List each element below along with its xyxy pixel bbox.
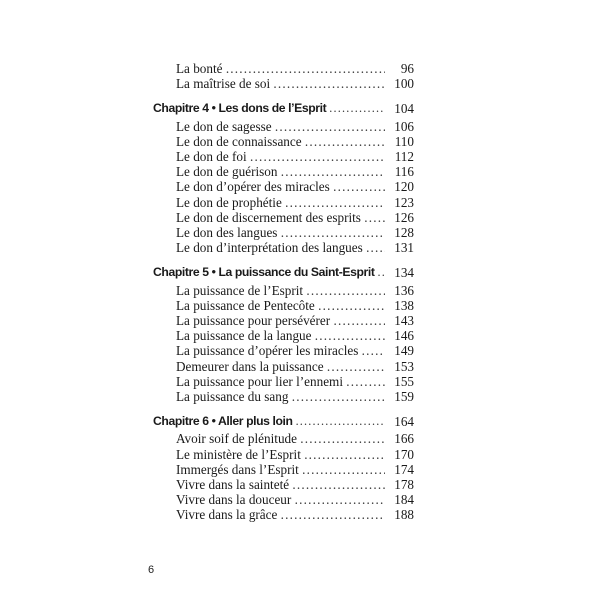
chapter-title: Chapitre 6 • Aller plus loin ..... — [153, 413, 385, 430]
toc-chapter-row — [0, 264, 600, 281]
toc-entry-row — [0, 506, 600, 523]
page-ref: 100 — [394, 76, 414, 92]
page-ref: 136 — [394, 282, 414, 298]
page-ref: 164 — [394, 414, 414, 430]
page-number: 6 — [148, 564, 155, 576]
page-ref: 123 — [394, 194, 414, 210]
entry-title: La puissance d’opérer les miracles ..... — [176, 342, 385, 359]
toc-entry-row — [0, 239, 600, 256]
page-ref: 184 — [394, 492, 414, 508]
entry-title: La puissance de la langue ..... — [176, 327, 385, 344]
entry-title: La puissance de l’Esprit ..... — [176, 282, 385, 299]
entry-title: Le ministère de l’Esprit ..... — [176, 446, 385, 463]
toc-entry-row — [0, 388, 600, 405]
entry-title: Demeurer dans la puissance ..... — [176, 358, 385, 375]
page-ref: 96 — [400, 61, 414, 76]
page-ref: 174 — [394, 461, 414, 477]
page-ref: 120 — [394, 179, 414, 195]
entry-title: Le don de foi ..... — [176, 148, 385, 165]
entry-title: La puissance du sang ..... — [176, 388, 385, 405]
page-ref: 116 — [394, 164, 414, 180]
entry-title: Le don de discernement des esprits ..... — [176, 209, 385, 226]
entry-title: Le don de prophétie ..... — [176, 194, 385, 211]
page-ref: 166 — [394, 431, 414, 447]
page-ref: 143 — [394, 313, 414, 328]
chapter-title: Chapitre 5 • La puissance du Saint-Esprit ..... — [153, 264, 385, 281]
page-ref: 155 — [394, 373, 414, 389]
page-ref: 153 — [394, 358, 414, 374]
page-ref: 178 — [394, 477, 414, 492]
entry-title: Vivre dans la douceur ..... — [176, 491, 385, 508]
page-ref: 146 — [394, 328, 414, 344]
toc-chapter-row — [0, 100, 600, 117]
entry-title: Le don de sagesse ..... — [176, 118, 385, 135]
page-ref: 188 — [394, 507, 414, 523]
entry-title: La puissance pour persévérer ..... — [176, 312, 385, 329]
page-ref: 110 — [394, 133, 414, 149]
toc-entry-row — [0, 75, 600, 92]
entry-title: Vivre dans la sainteté ..... — [176, 476, 385, 493]
page-ref: 106 — [394, 118, 414, 134]
page-ref: 104 — [394, 101, 414, 117]
entry-title: Immergés dans l’Esprit ..... — [176, 461, 385, 478]
entry-title: Le don de guérison ..... — [176, 163, 385, 180]
page-ref: 134 — [394, 265, 414, 281]
page-ref: 149 — [394, 343, 414, 359]
entry-title: Le don de connaissance ..... — [176, 133, 385, 150]
page-ref: 170 — [394, 446, 414, 462]
entry-title: Le don d’interprétation des langues ..... — [176, 239, 385, 256]
page-ref: 138 — [394, 297, 414, 313]
page-ref: 126 — [394, 209, 414, 225]
page-ref: 128 — [394, 225, 414, 240]
chapter-title: Chapitre 4 • Les dons de l’Esprit ..... — [153, 100, 385, 117]
entry-title: La bonté ..... — [176, 60, 385, 77]
entry-title: Vivre dans la grâce ..... — [176, 506, 385, 523]
entry-title: La puissance pour lier l’ennemi ..... — [176, 373, 385, 390]
page-ref: 112 — [394, 149, 414, 164]
page-ref: 131 — [394, 240, 414, 256]
entry-title: La puissance de Pentecôte ..... — [176, 297, 385, 314]
entry-title: Avoir soif de plénitude ..... — [176, 430, 385, 447]
entry-title: Le don des langues ..... — [176, 224, 385, 241]
page-ref: 159 — [394, 389, 414, 404]
entry-title: La maîtrise de soi ..... — [176, 75, 385, 92]
toc-chapter-row — [0, 413, 600, 430]
entry-title: Le don d’opérer des miracles ..... — [176, 178, 385, 195]
